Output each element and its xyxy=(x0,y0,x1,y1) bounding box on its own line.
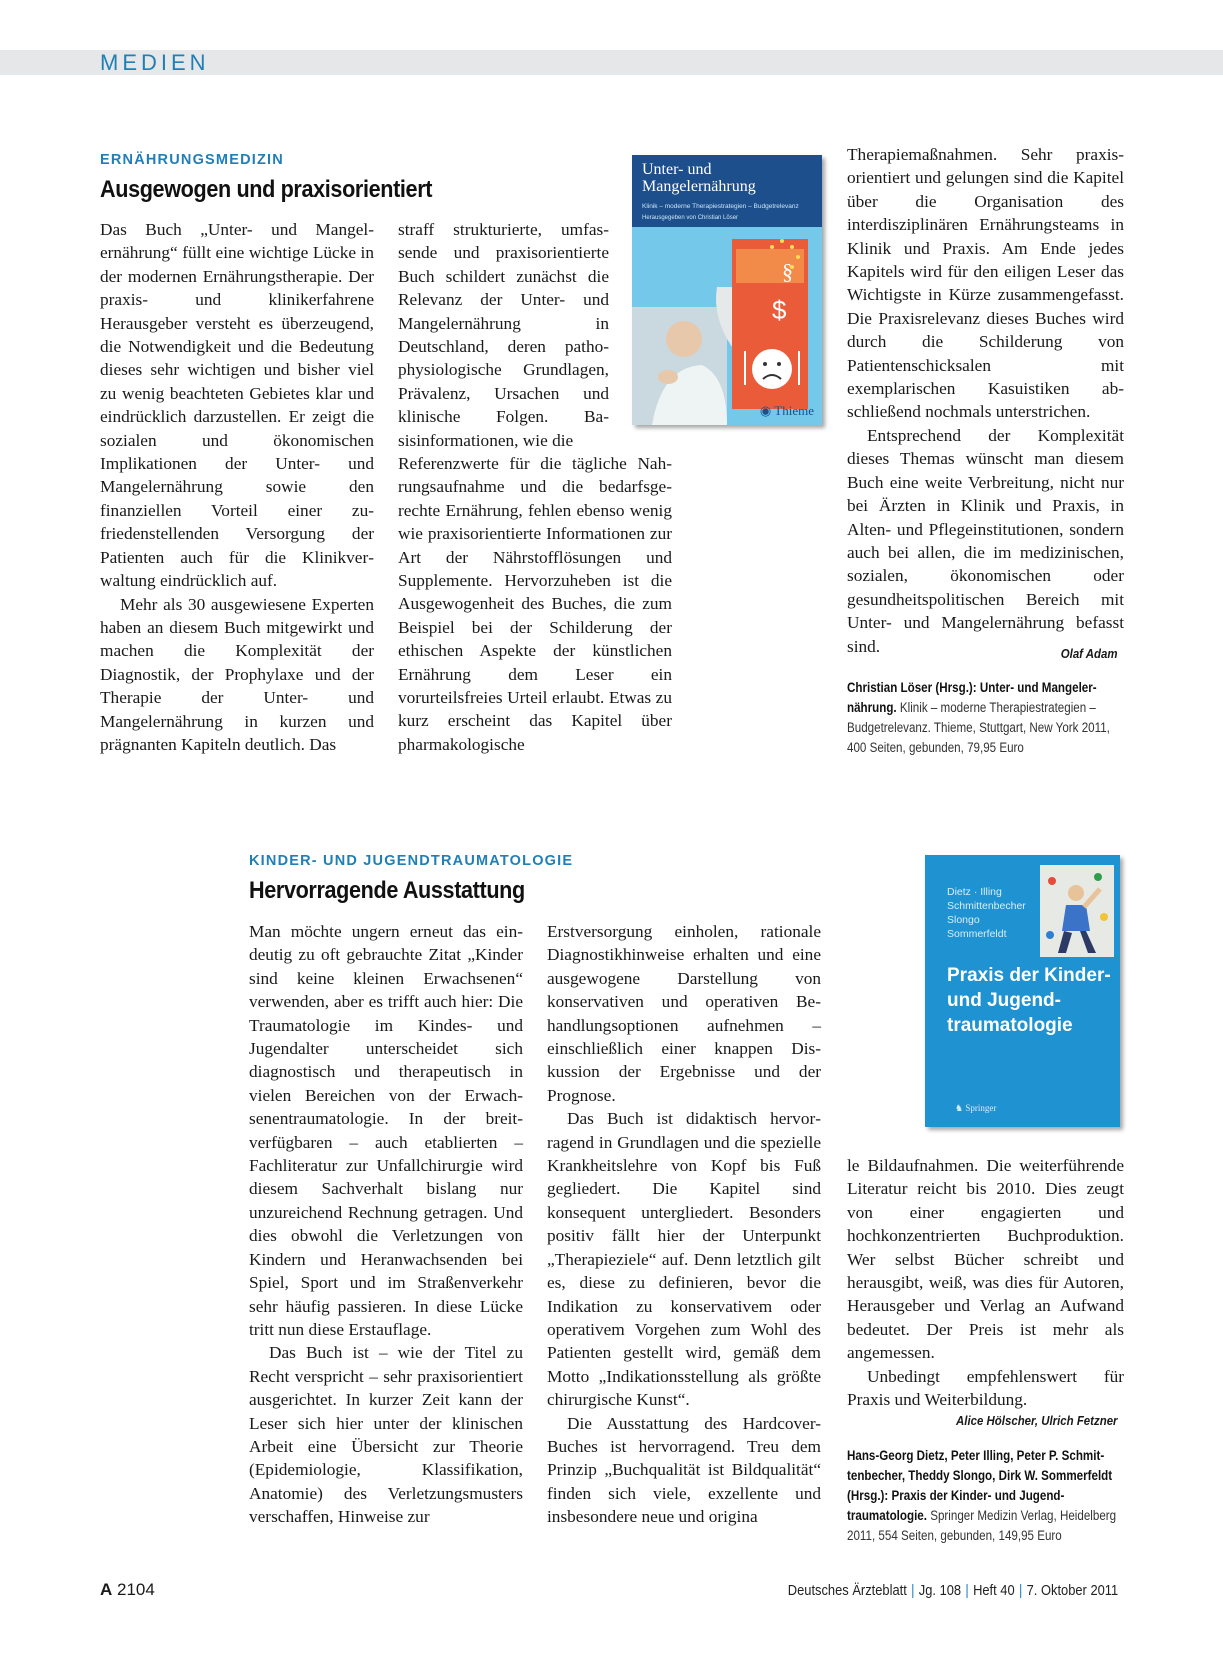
cover-subtitle: Klinik – moderne Therapiestrategien – Budgetrelevanz xyxy=(642,203,799,210)
cover-photo-climbing-child xyxy=(1040,865,1114,957)
cover-authors: Dietz · Illing Schmittenbecher Slongo Sommerfeldt xyxy=(947,886,1026,940)
paragraph: Das Buch ist didaktisch hervorragend in Grundlagen und die spezielle Krankheitslehre von Kopf bis Fuß gegliedert. Die Kapitel sind konsequent untergliedert. Besonders positiv fällt hier der Unterpunkt „Therapieziele“ auf. Denn letztlich gilt es, diese zu definieren, bevor die Indikation zu konservativem oder operativem Vorgehen zum Wohl des Patienten gestellt wird, gemäß dem Motto „Indikationsstellung als größte chirurgische Kunst“. xyxy=(547,1109,821,1410)
cover-illustration xyxy=(632,227,822,425)
svg-text:$: $ xyxy=(772,295,787,325)
cover-publisher: ◉ Thieme xyxy=(759,403,814,418)
cover-publisher: ♞ Springer xyxy=(955,1103,997,1113)
page-number: A 2104 xyxy=(100,1580,155,1599)
article2-headline: Hervorragende Ausstattung xyxy=(249,877,525,904)
paragraph: straff strukturierte, umfassende und praxisorientierte Buch schildert zunächst die Relevanz der Unter- und Mangelernährung in Deutschland, deren pathophysiologische Grundlagen, Prävalenz, Ursachen und klinische Folgen. Basisinformationen, wie die xyxy=(398,220,609,450)
divider: | xyxy=(910,1582,915,1599)
article1-bibliography: Christian Löser (Hrsg.): Unter- und Mangelernährung. Klinik – moderne Therapiestrategien – Budgetrelevanz. Thieme, Stuttgart, New York 2011, 400 Seiten, gebunden, 79,95 Euro xyxy=(847,680,1110,755)
journal-footer xyxy=(788,1582,1118,1599)
paragraph: Therapiemaßnahmen. Sehr praxisorientiert und gelungen sind die Kapitel über die Organisation des interdisziplinären Ernährungsteams in Klinik und Praxis. Am Ende jedes Kapitels wird für den eiligen Leser das Wichtigste in Kürze zusammengefasst. Die Praxisrelevanz dieses Buches wird durch die Schilderung von Patientenschicksalen mit exemplarischen Kasuistiken abschließend nochmals unterstrichen. xyxy=(847,145,1124,422)
journal-name: Deutsches Ärzteblatt xyxy=(787,1582,907,1599)
article1-headline: Ausgewogen und praxisorientiert xyxy=(100,176,433,203)
paragraph: Referenzwerte für die tägliche Nahrungsaufnahme und die bedarfsgerechte Ernährung, fehlen ebenso wenig wie praxisorientierte Informationen zur Art der Nährstofflösungen und Supplemente. Hervorzuheben ist die Ausgewogenheit des Buches, die zum Beispiel bei der Schilderung der ethischen Aspekte der künstlichen Ernährung dem Leser ein vorurteilsfreies Urteil erlaubt. Etwas zu kurz erscheint das Kapitel über pharmakologische xyxy=(398,454,672,754)
journal-date: 7. Oktober 2011 xyxy=(1026,1582,1118,1599)
article1-column-2a xyxy=(398,218,609,452)
article1-column-3 xyxy=(847,143,1124,658)
paragraph: Die Ausstattung des Hardcover-Buches ist hervorragend. Treu dem Prinzip „Buchqualität ist Bildqualität“ finden sich viele, exzellente und insbesondere neue und origina xyxy=(547,1413,821,1527)
cover-title: Praxis der Kinder- und Jugend- traumatologie xyxy=(947,965,1111,1036)
paragraph-text: Entsprechend der Komplexität dieses Themas wünscht man diesem Buch eine weite Verbreitung, nicht nur bei Ärzten in Klinik und Praxis, in Alten- und Pflegeinstitutionen, sondern auch bei allen, die im medizinischen, sozialen, ökonomischen oder gesundheitspolitischen Bereich mit Unter- und Mangelernährung befasst sind. xyxy=(847,425,1124,656)
paragraph: Das Buch ist – wie der Titel zu Recht verspricht – sehr praxisorientiert ausgerichtet. In kurzer Zeit kann der Leser sich hier unter der klinischen Arbeit eine Übersicht zur Theorie (Epidemiologie, Klassifikation, Anatomie) des Verletzungsmusters verschaffen, Hinweise zur xyxy=(249,1343,523,1527)
article2-kicker: KINDER- UND JUGENDTRAUMATOLOGIE xyxy=(249,853,574,869)
svg-text:§: § xyxy=(782,259,793,284)
article1-column-2b xyxy=(398,452,672,756)
divider: | xyxy=(1018,1582,1023,1599)
article2-column-2 xyxy=(547,920,821,1529)
journal-issue: Heft 40 xyxy=(972,1582,1015,1599)
journal-volume: Jg. 108 xyxy=(918,1582,961,1599)
article1-kicker: ERNÄHRUNGSMEDIZIN xyxy=(100,152,284,168)
article1-column-1 xyxy=(100,218,374,756)
paragraph: le Bildaufnahmen. Die weiterführende Literatur reicht bis 2010. Dies zeugt von einer engagierten und hochkonzentrierten Buchproduktion. Wer selbst Bücher schreibt und herausgibt, weiß, was dies für Autoren, Herausgeber und Verlag an Aufwand bedeutet. Der Preis ist mehr als angemessen. xyxy=(847,1156,1124,1363)
book-cover-praxis-der-kinder-und-jugendtraumatologie xyxy=(925,855,1120,1127)
article1-author: Olaf Adam xyxy=(1061,646,1118,661)
paragraph: Man möchte ungern erneut das eindeutig zu oft gebrauchte Zitat „Kinder sind keine kleinen Erwachsenen“ verwenden, aber es trifft auch hier: Die Traumatologie im Kindes- und Jugendalter unterscheidet sich diagnostisch und therapeutisch in vielen Bereichen von der Erwachsenentraumatologie. In der breitverfügbaren – auch etablierten – Fachliteratur zur Unfallchirurgie wird diesem Sachverhalt bislang nur unzureichend Rechnung getragen. Und dies obwohl die Verletzungen von Kindern und Heranwachsenden bei Spiel, Sport und im Straßenverkehr sehr häufig passieren. In diese Lücke tritt nun diese Erstauflage. xyxy=(249,922,523,1339)
springer-knight-icon: ♞ xyxy=(955,1103,964,1113)
article2-author: Alice Hölscher, Ulrich Fetzner xyxy=(956,1413,1118,1428)
cover-editor: Herausgegeben von Christian Löser xyxy=(642,215,739,221)
book-cover-unter-und-mangelernaehrung xyxy=(632,155,822,425)
paragraph xyxy=(847,424,1124,658)
article2-column-1 xyxy=(249,920,523,1529)
paragraph: Das Buch „Unter- und Mangelernährung“ füllt eine wichtige Lücke in der modernen Ernährungstherapie. Der praxis- und klinikerfahrene Herausgeber versteht es überzeugend, die Notwendigkeit und die Bedeutung dieses sehr wichtigen und bisher viel zu wenig beachteten Gebietes klar und eindrücklich darzustellen. Er zeigt die sozialen und ökonomischen Implikationen der Unter- und Mangelernährung sowie den finanziellen Vorteil einer zufriedenstellenden Versorgung der Patienten auch für die Klinikverwaltung eindrücklich auf. xyxy=(100,220,374,591)
publisher-logo-icon: ◉ xyxy=(759,403,772,418)
paragraph: Unbedingt empfehlenswert für Praxis und Weiterbildung. xyxy=(847,1366,1124,1410)
paragraph: Mehr als 30 ausgewiesene Experten haben an diesem Buch mitgewirkt und machen die Komplexität der Diagnostik, der Prophylaxe und der Therapie der Unter- und Mangelernährung in kurzen und prägnanten Kapiteln deutlich. Das xyxy=(100,594,374,754)
cover-title: Unter- und Mangelernährung xyxy=(642,161,756,195)
divider: | xyxy=(965,1582,969,1599)
section-label: MEDIEN xyxy=(100,50,210,75)
paragraph: Erstversorgung einholen, rationale Diagnostikhinweise erhalten und eine ausgewogene Darstellung von konservativen und operativen Behandlungsoptionen aufnehmen – einschließlich einer knappen Diskussion der Ergebnisse und der Prognose. xyxy=(547,922,821,1105)
article2-bibliography: Hans-Georg Dietz, Peter Illing, Peter P. Schmittenbecher, Theddy Slongo, Dirk W. Sommerfeldt (Hrsg.): Praxis der Kinder- und Jugendtraumatologie. Springer Medizin Verlag, Heidelberg 2011, 554 Seiten, gebunden, 149,95 Euro xyxy=(847,1448,1117,1543)
article2-column-3 xyxy=(847,1154,1124,1411)
